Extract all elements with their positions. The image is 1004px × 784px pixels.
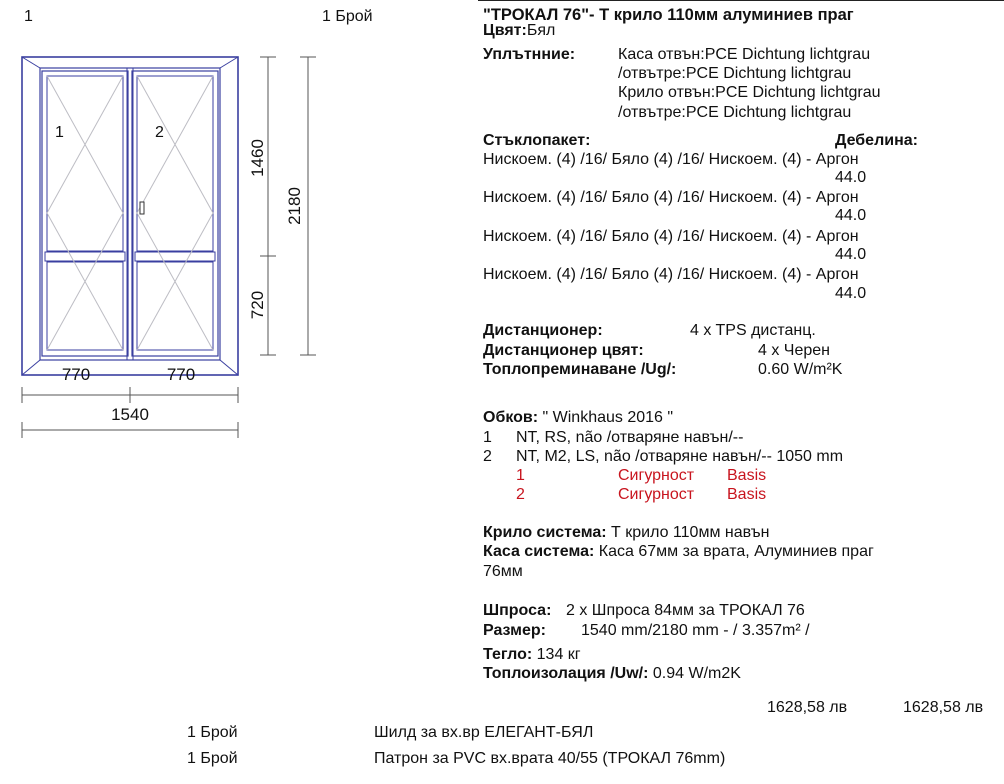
- door-frame: [22, 57, 238, 375]
- sash-system-value: Т крило 110мм навън: [611, 524, 770, 541]
- weight-value: 134 кг: [536, 646, 581, 663]
- security-level-2: Basis: [727, 486, 767, 503]
- dimension-770-right: 770: [166, 365, 196, 384]
- hardware-item-num-1: 1: [483, 429, 492, 446]
- hardware-row: [483, 409, 673, 427]
- horizontal-dimension-total: [22, 422, 238, 438]
- spacer-value: 4 x TPS дистанц.: [690, 322, 816, 339]
- dimension-1540: 1540: [111, 405, 149, 424]
- security-name-2: Сигурност: [618, 486, 695, 503]
- glazing-row-1: Нискоем. (4) /16/ Бяло (4) /16/ Нискоем. (4) - Аргон: [483, 151, 859, 168]
- item-title: "ТРОКАЛ 76"- Т крило 110мм алуминиев праг: [483, 6, 854, 24]
- dimension-770-left: 770: [61, 365, 91, 384]
- door-drawing: [0, 40, 320, 480]
- header-rule: [478, 0, 1004, 1]
- muntin-label: Шпроса:: [483, 602, 552, 619]
- frame-system-label: Каса система:: [483, 543, 595, 560]
- uw-value: 0.94 W/m2K: [652, 665, 741, 682]
- sash-right: [132, 71, 218, 356]
- security-level-1: Basis: [727, 467, 767, 484]
- sash-label-2: 2: [155, 124, 164, 141]
- security-num-2: 2: [516, 486, 525, 503]
- door-handle: [140, 202, 144, 214]
- dimension-2180: 2180: [285, 187, 304, 225]
- dimension-1460: 1460: [248, 139, 267, 177]
- sash-left: [42, 71, 128, 356]
- seals-label: Уплътнние:: [483, 46, 576, 63]
- extra-text-1: Шилд за вх.вр ЕЛЕГАНТ-БЯЛ: [374, 724, 594, 741]
- glazing-thickness-1: 44.0: [835, 169, 867, 186]
- frame-system-value: Каса 67мм за врата, Алуминиев праг: [598, 543, 874, 560]
- muntin-value: 2 x Шпроса 84мм за ТРОКАЛ 76: [566, 602, 805, 619]
- sash-system-label: Крило система:: [483, 524, 607, 541]
- hardware-value: " Winkhaus 2016 ": [542, 409, 674, 426]
- size-value: 1540 mm/2180 mm - / 3.357m² /: [581, 622, 810, 639]
- hardware-item-text-1: NT, RS, não /отваряне навън/--: [516, 429, 744, 446]
- sash-label-1: 1: [55, 124, 64, 141]
- spacer-label: Дистанционер:: [483, 322, 603, 339]
- position-number: 1: [24, 8, 33, 25]
- seal-line-1: Каса отвън:PCE Dichtung lichtgrau: [618, 46, 871, 63]
- color-value: Бял: [526, 22, 556, 39]
- glazing-label: Стъклопакет:: [483, 132, 591, 149]
- glazing-row-2: Нискоем. (4) /16/ Бяло (4) /16/ Нискоем. (4) - Аргон: [483, 189, 859, 206]
- weight-row: [483, 646, 581, 664]
- size-label: Размер:: [483, 622, 546, 639]
- horizontal-dimension-sashes: [22, 387, 238, 403]
- hardware-label: Обков:: [483, 409, 539, 426]
- frame-system-value-cont: 76мм: [483, 563, 523, 580]
- glazing-thickness-4: 44.0: [835, 285, 867, 302]
- seal-line-3: Крило отвън:PCE Dichtung lichtgrau: [618, 84, 881, 101]
- frame-system-row: [483, 543, 874, 561]
- glazing-row-3: Нискоем. (4) /16/ Бяло (4) /16/ Нискоем. (4) - Аргон: [483, 228, 859, 245]
- unit-price: 1628,58 лв: [767, 699, 848, 716]
- extra-text-2: Патрон за PVC вх.врата 40/55 (ТРОКАЛ 76mm): [374, 750, 726, 767]
- sash-system-row: [483, 524, 769, 542]
- quantity-label: 1 Брой: [322, 8, 373, 25]
- glazing-thickness-3: 44.0: [835, 246, 867, 263]
- uw-row: [483, 665, 741, 683]
- color-row: [483, 22, 555, 40]
- spacer-color-value: 4 x Черен: [758, 342, 830, 359]
- seal-line-2: /отвътре:PCE Dichtung lichtgrau: [618, 65, 852, 82]
- total-price: 1628,58 лв: [903, 699, 984, 716]
- security-num-1: 1: [516, 467, 525, 484]
- glazing-thickness-2: 44.0: [835, 207, 867, 224]
- glazing-row-4: Нискоем. (4) /16/ Бяло (4) /16/ Нискоем. (4) - Аргон: [483, 266, 859, 283]
- ug-label: Топлопреминаване /Ug/:: [483, 361, 677, 378]
- color-label: Цвят:: [483, 22, 527, 39]
- dimension-720: 720: [248, 290, 267, 320]
- spacer-color-label: Дистанционер цвят:: [483, 342, 644, 359]
- ug-value: 0.60 W/m²K: [758, 361, 843, 378]
- thickness-label: Дебелина:: [835, 132, 918, 149]
- extra-quantity-1: 1 Брой: [187, 724, 238, 741]
- extra-quantity-2: 1 Брой: [187, 750, 238, 767]
- hardware-item-num-2: 2: [483, 448, 492, 465]
- weight-label: Тегло:: [483, 646, 533, 663]
- uw-label: Топлоизолация /Uw/:: [483, 665, 649, 682]
- hardware-item-text-2: NT, M2, LS, não /отваряне навън/-- 1050 mm: [516, 448, 844, 465]
- security-name-1: Сигурност: [618, 467, 695, 484]
- seal-line-4: /отвътре:PCE Dichtung lichtgrau: [618, 104, 852, 121]
